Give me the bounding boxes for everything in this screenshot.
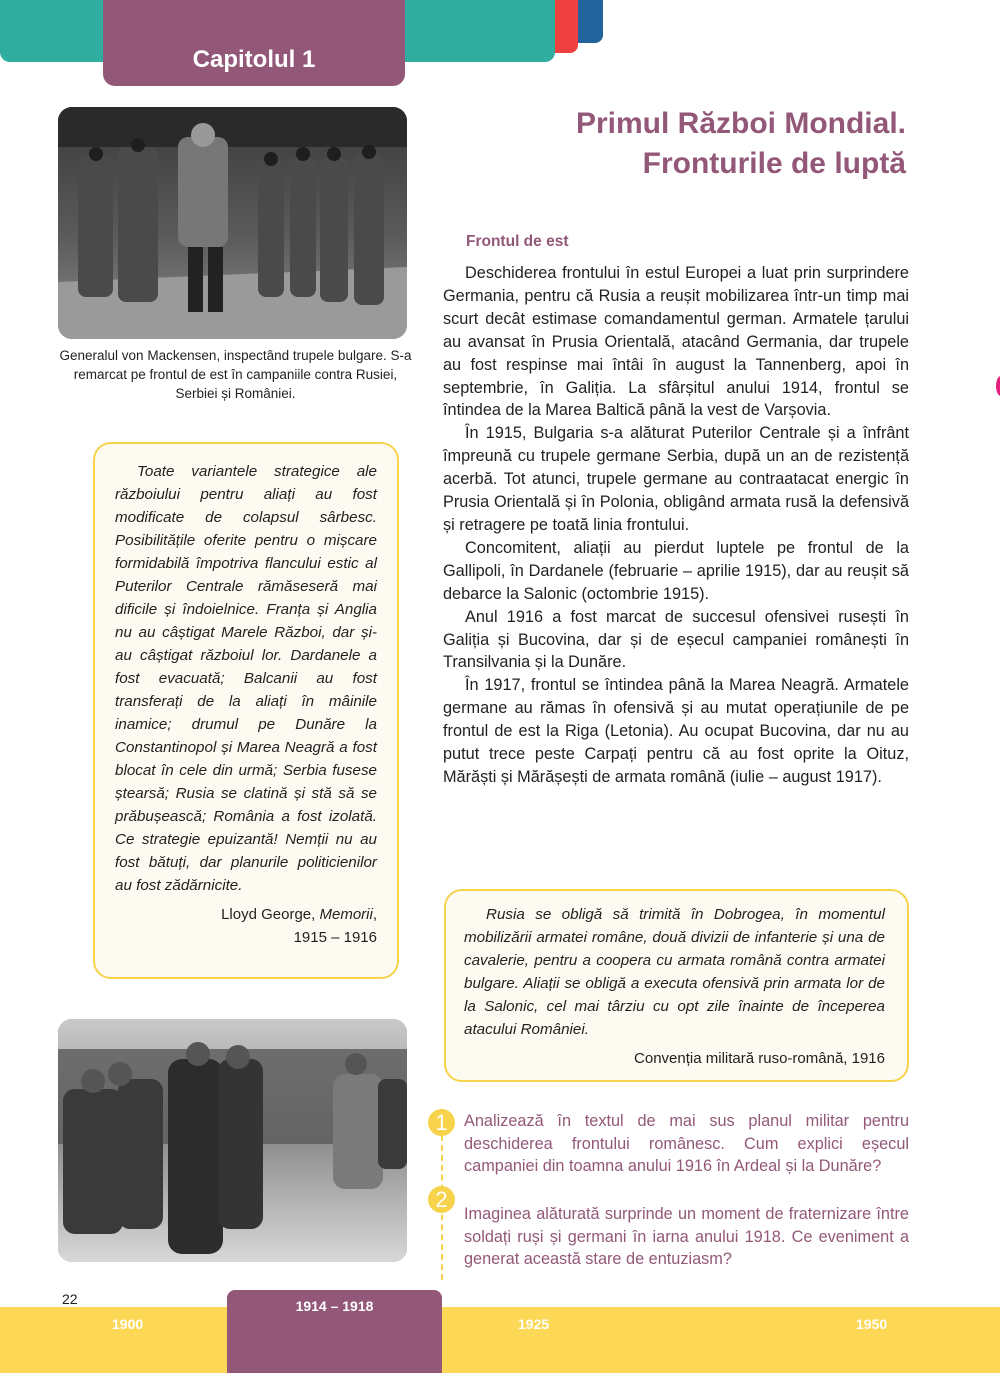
- page-title-line-2: Fronturile de luptă: [642, 147, 906, 180]
- page-number: 22: [62, 1291, 78, 1307]
- section-body: [443, 262, 909, 789]
- page-title: [576, 104, 906, 184]
- page-title-line-1: Primul Război Mondial.: [575, 107, 906, 140]
- photo-mackensen-image: [58, 107, 407, 339]
- quote-source-work: Memorii: [319, 906, 373, 923]
- quote-source-years: 1915 – 1916: [293, 929, 377, 946]
- quote-source-author: Lloyd George,: [221, 906, 320, 923]
- photo-mackensen-caption: Generalul von Mackensen, inspectând trupele bulgare. S-a remarcat pe frontul de est în campaniile contra Rusiei, Serbiei și României.: [59, 348, 412, 401]
- quote-source: Convenția militară ruso-română, 1916: [634, 1050, 885, 1067]
- timeline-tick: 1925: [518, 1316, 550, 1332]
- quote-box-convention: [444, 889, 909, 1082]
- body-paragraph: În 1915, Bulgaria s-a alăturat Puterilor Centrale și a înfrânt împreună cu trupele germane Serbia, după un an de rezistență acerbă. Tot atunci, trupele germane au contraatacat energic în Prusia Orientală și în Polonia, obligând armata rusă la defensivă și retragere pe toată linia frontului.: [443, 424, 909, 534]
- quote-text: Toate variantele strategice ale războiului pentru aliați au fost modificate de colapsul sârbesc. Posibilitățile oferite pentru o mișcare formidabilă împotriva flancului estic al Puterilor Centrale rămăseseră mai dificile și îndoielnice. Franța și Anglia nu au câștigat Marele Război, dar și-au câștigat războiul lor. Dardanele a fost evacuată; Balcanii au fost transferați de la aliați în mâinile inamice; drumul pe Dunăre la Constantinopol și Marea Neagră a fost blocat în cele din urmă; Serbia fusese ștearsă; Rusia se clatină și stă să se prăbușească; România a fost izolată. Ce strategie epuizantă! Nemții nu au fost bătuți, dar planurile politicienilor au fost zădărnicite.: [115, 463, 377, 894]
- quote-text: Rusia se obligă să trimită în Dobrogea, în momentul mobilizării armatei române, două divizii de infanterie și una de cavalerie, pentru a coopera cu armata română contra armatei bulgare. Aliații se obligă a executa ofensivă prin armata lor de la Salonic, cel mai târziu cu opt zile înainte de începerea atacului României.: [464, 906, 885, 1038]
- timeline-tick: 1900: [112, 1316, 144, 1332]
- question-text: Imaginea alăturată surprinde un moment de fraternizare între soldați ruși și germani în iarna anului 1918. Ce eveniment a generat această stare de entuziasm?: [464, 1205, 909, 1268]
- timeline-range-marker: 1914 – 1918: [227, 1290, 442, 1373]
- body-paragraph: În 1917, frontul se întindea până la Marea Neagră. Armatele germane au rămas în ofensivă și au mutat operațiunile de pe frontul de est la Riga (Letonia). Au ocupat Bucovina, dar nu au putut trece peste Carpați pentru că au fost oprite la Oituz, Mărăști și Mărășești de armata română (iulie – august 1917).: [443, 676, 909, 786]
- body-paragraph: Anul 1916 a fost marcat de succesul ofensivei rusești în Galiția și Bucovina, dar și de eșecul campaniei românești în Transilvania și la Dunăre.: [443, 607, 909, 672]
- question-number-badge: 1: [428, 1109, 455, 1136]
- photo-fraternization-image: [58, 1019, 407, 1262]
- photo-fraternization: [58, 1019, 407, 1262]
- chapter-label: Capitolul 1: [103, 0, 405, 86]
- quote-source: [115, 903, 377, 949]
- body-paragraph: Deschiderea frontului în estul Europei a luat prin surprindere Germania, pentru că Rusia a reușit mobilizarea într-un timp mai scurt decât estimase comandamentul german. Armatele țarului au avansat în Prusia Orientală, atacând Germania, dar trupele au fost respinse mai întâi în august la Tannenberg, apoi în septembrie, în Galiția. La sfârșitul anului 1914, frontul se întindea de la Marea Baltică până la vest de Varșovia.: [443, 264, 909, 420]
- edge-marker: [996, 376, 1000, 396]
- timeline-bar: [0, 1307, 1000, 1373]
- question-number-badge: 2: [428, 1186, 455, 1213]
- quote-box-lloyd-george: [93, 442, 399, 979]
- question-text: Analizează în textul de mai sus planul militar pentru deschiderea frontului românesc. Cum explici eșecul campaniei din toamna anului 1916 în Ardeal și la Dunăre?: [464, 1112, 909, 1175]
- timeline-tick: 1950: [856, 1316, 888, 1332]
- quote-source-suffix: ,: [372, 906, 377, 923]
- photo-mackensen: [58, 107, 407, 339]
- section-subheading: Frontul de est: [466, 233, 569, 250]
- body-paragraph: Concomitent, aliații au pierdut luptele pe frontul de la Gallipoli, în Dardanele (februarie – aprilie 1915), dar au reușit să debarce la Salonic (octombrie 1915).: [443, 538, 909, 603]
